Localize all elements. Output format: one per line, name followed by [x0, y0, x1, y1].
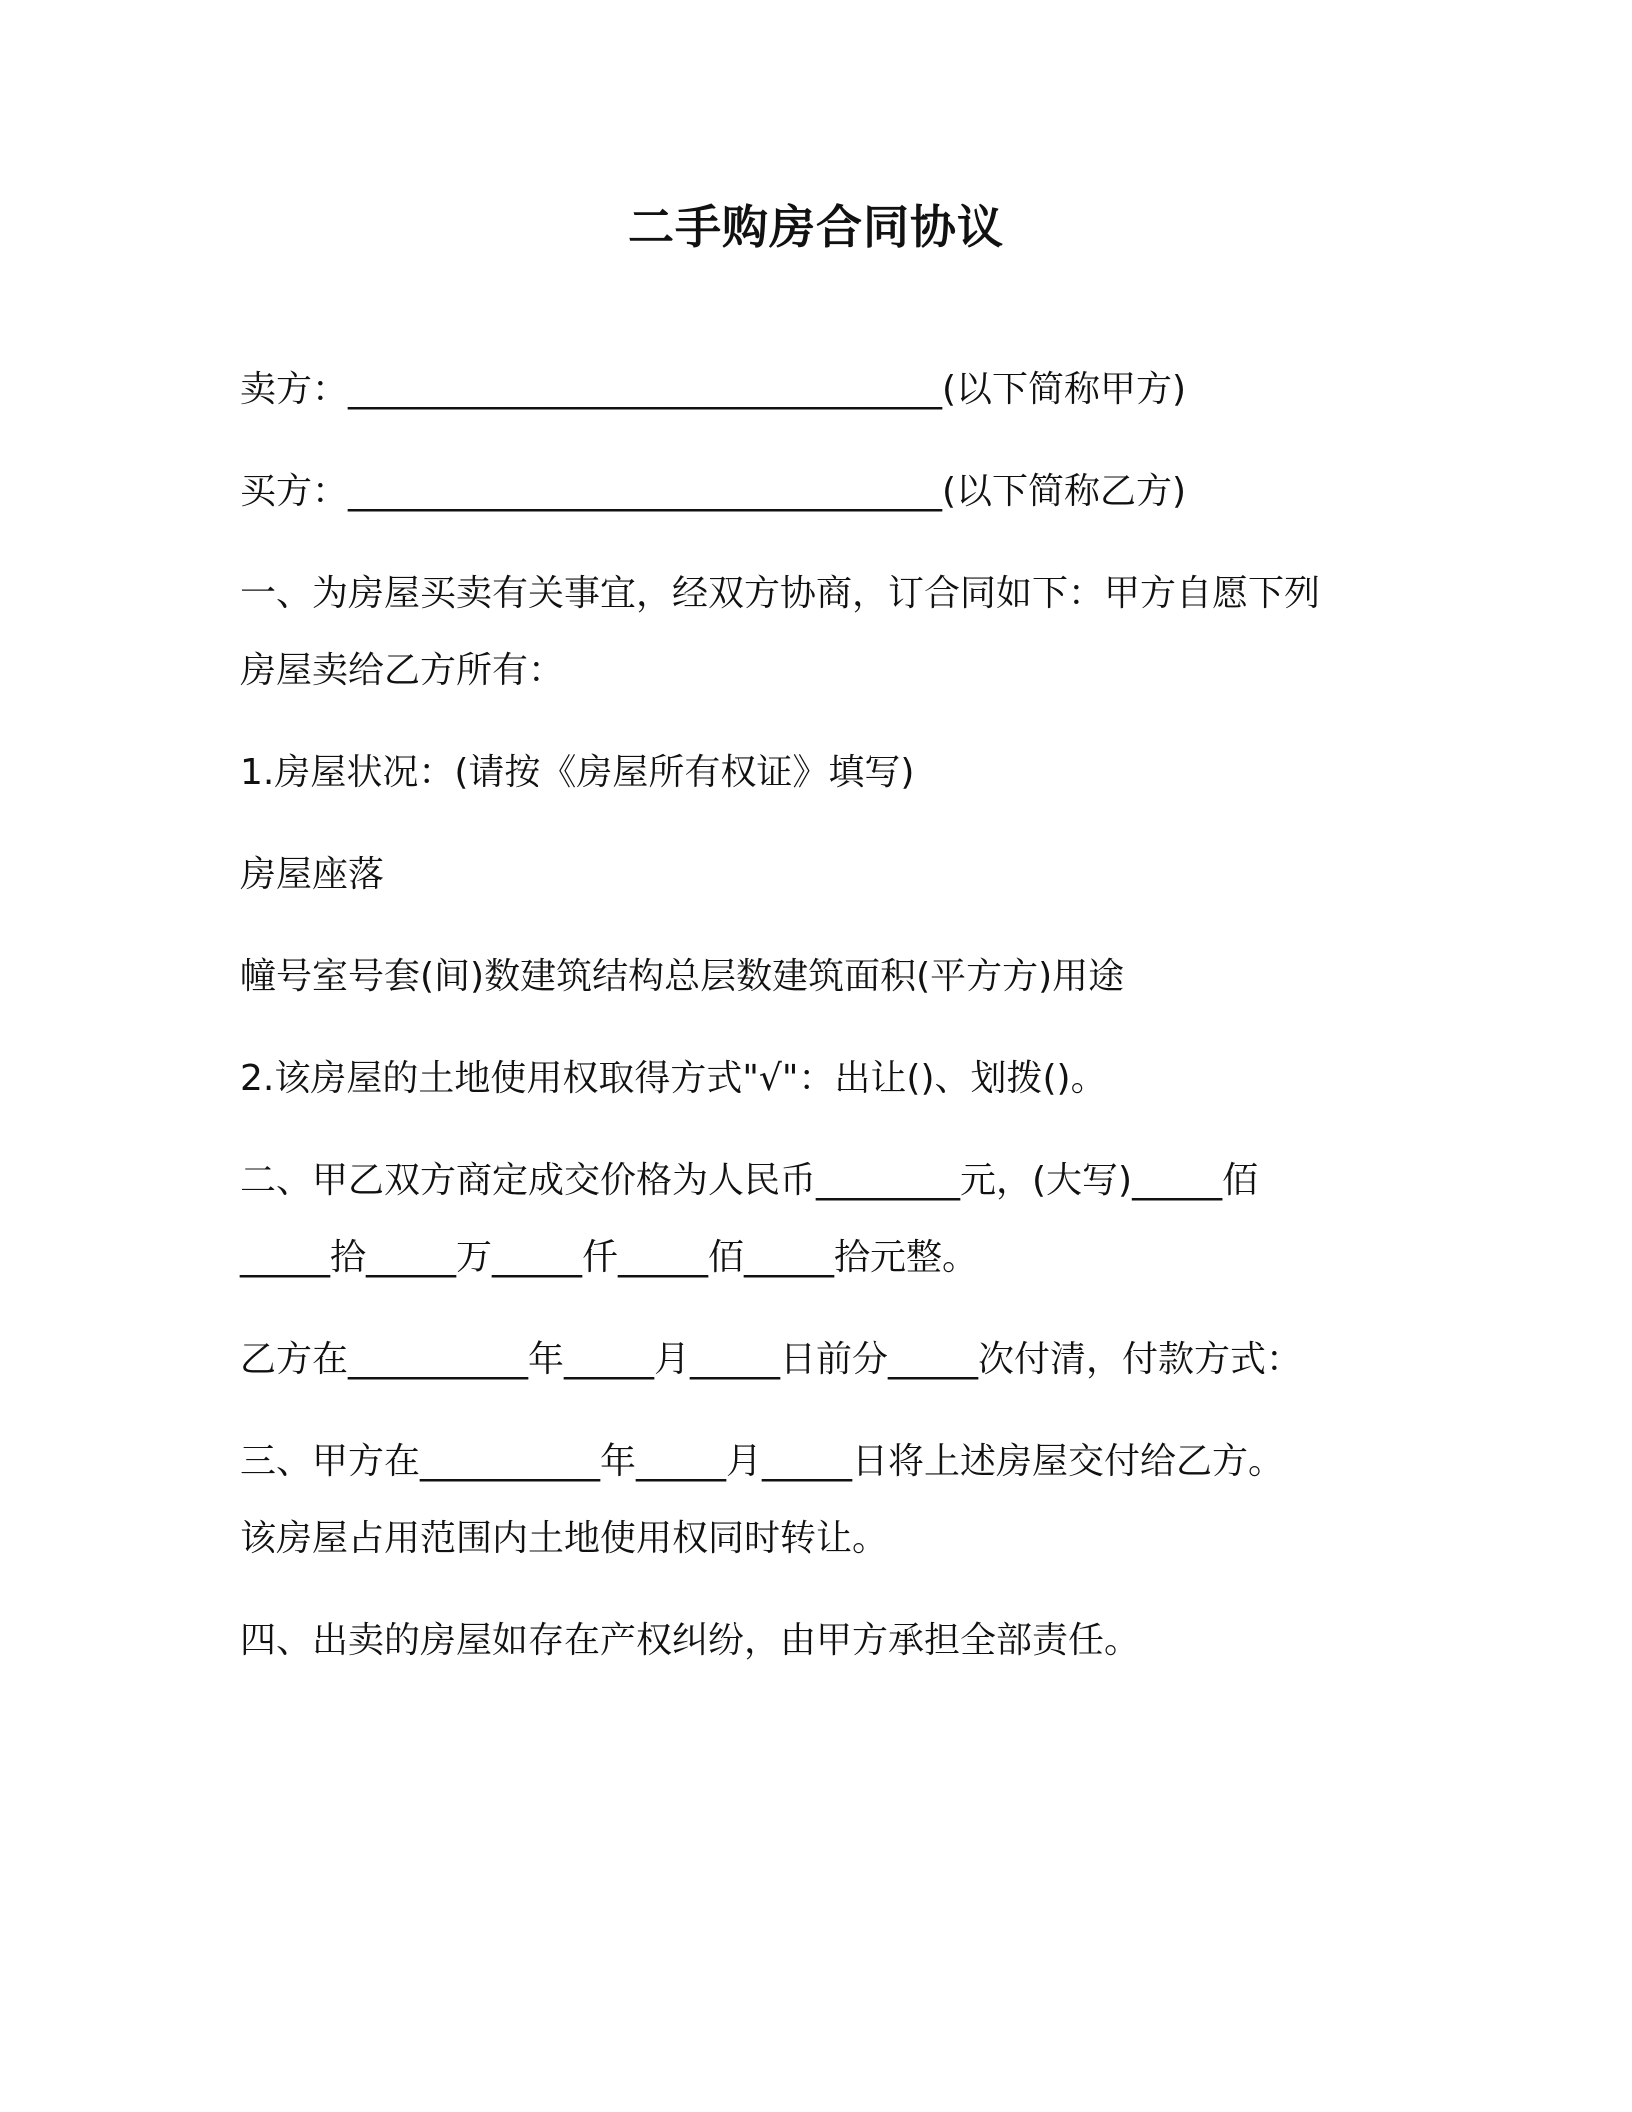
clause-3-line-2: 该房屋占用范围内土地使用权同时转让。 [240, 1518, 889, 1559]
clause-4-line: 四、出卖的房屋如存在产权纠纷，由甲方承担全部责任。 [240, 1620, 1141, 1661]
property-status-line: 1.房屋状况：(请按《房屋所有权证》填写) [240, 752, 915, 793]
clause-3-line-1: 三、甲方在__________年_____月_____日将上述房屋交付给乙方。 [240, 1441, 1285, 1482]
buyer-line: 买方：_________________________________(以下简称乙方) [240, 471, 1187, 512]
clause-1-line-2: 房屋卖给乙方所有： [240, 650, 565, 691]
land-use-right-line: 2.该房屋的土地使用权取得方式"√"：出让()、划拨()。 [240, 1058, 1107, 1099]
clause-1-line-1: 一、为房屋买卖有关事宜，经双方协商，订合同如下：甲方自愿下列 [240, 573, 1321, 614]
property-location-line: 房屋座落 [240, 854, 385, 895]
payment-line: 乙方在__________年_____月_____日前分_____次付清，付款方式： [240, 1339, 1303, 1380]
seller-line: 卖方：_________________________________(以下简称甲方) [240, 369, 1187, 410]
property-fields-line: 幢号室号套(间)数建筑结构总层数建筑面积(平方方)用途 [240, 956, 1125, 997]
clause-2-line-2: _____拾_____万_____仟_____佰_____拾元整。 [240, 1237, 979, 1278]
clause-2-line-1: 二、甲乙双方商定成交价格为人民币________元，(大写)_____佰 [240, 1160, 1259, 1201]
document-title: 二手购房合同协议 [628, 200, 1004, 254]
